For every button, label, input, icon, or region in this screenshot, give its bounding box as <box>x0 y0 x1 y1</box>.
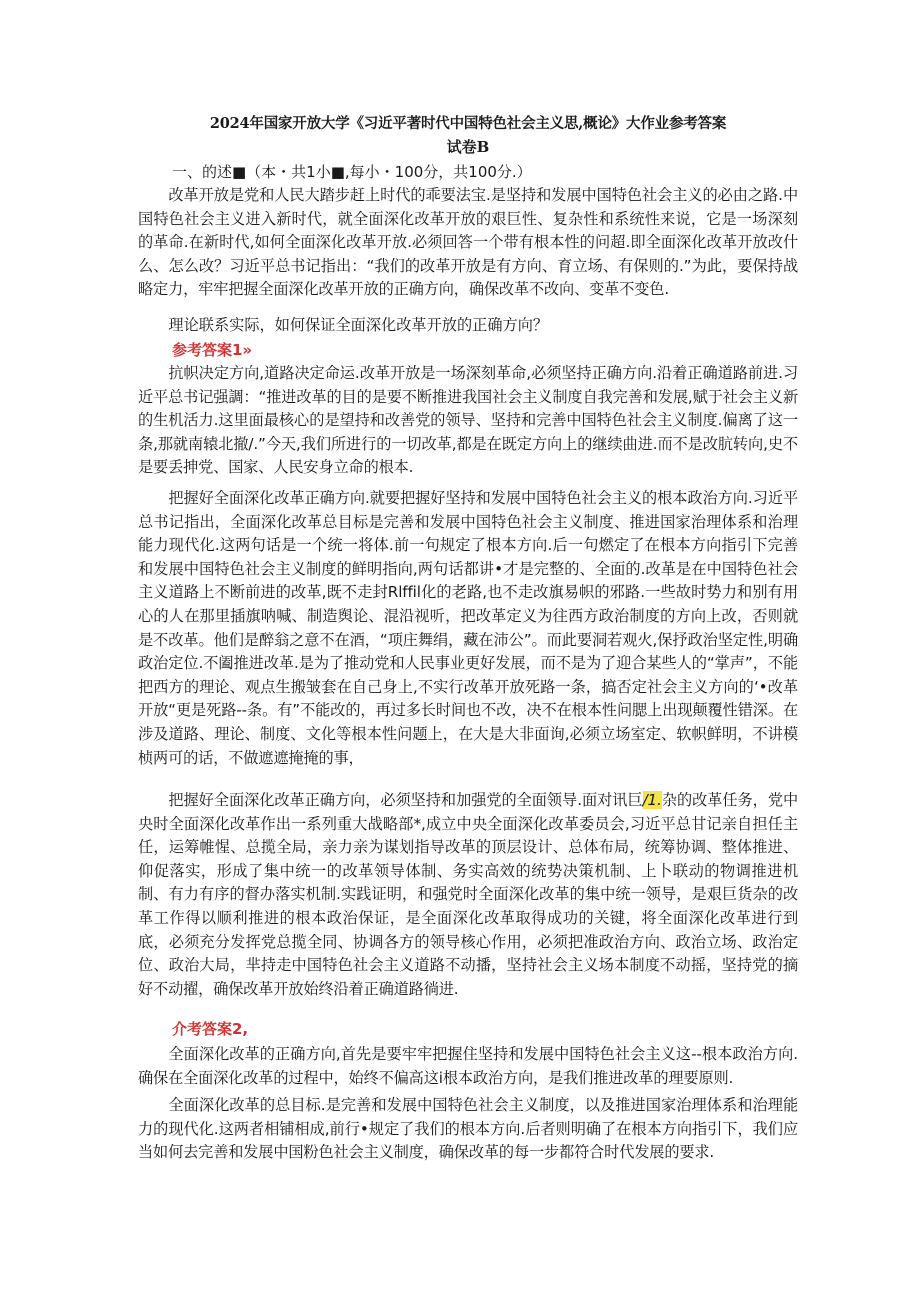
answer-1-paragraph-3 <box>138 789 798 1001</box>
answer-1-label: 参考答案1» <box>172 341 253 359</box>
answer-1-paragraph-2: 把握好全面深化改革正确方向.就要把握好坚持和发展中国特色社会主义的根本政治方向.习近平总书记指出，全面深化改革总目标是完善和发展中国特色社会主义制度、推进国家治理体系和治理能力现代化.这两句话是一个统一将体.前一句规定了根本方向.后一句燃定了在根本方向指引下完善和发展中国特色社会主义制度的鲜明指向,两句话都讲•才是完整的、全面的.改革是在中国特色社会主义道路上不断前进的改革,既不走封Rlffil化的老路,也不走改旗易帜的邪路.一些故时势力和别有用心的人在那里插旗呐喊、制造舆论、混沿视听，把改革定义为往西方政治制度的方向上改，否则就是不改革。他们是醉翁之意不在酒，“项庄舞绢，藏在沛公”。而此要洞若观火,保抒政治坚定性,明确政治定位.不阖推进改革.是为了推动党和人民事业更好发展，而不是为了迎合某些人的“掌声”，不能把西方的理论、观点生搬皱套在自己身上,不实行改革开放死路一条，搞否定社会主义方向的‘•改革开放“更是死路--条。有”不能改的，再过多长时间也不改，决不在根本性问腮上出现颠覆性错深。在涉及道路、理论、制度、文化等根本性问题上，在大是大非面询,必须立场室定、软帜鲜明，不讲模桢两可的话，不做遮遮掩掩的事， <box>138 489 798 767</box>
paragraph-text-start: 把握好全面深化改革正确方向，必须坚持和加强党的全面领导.面对讯巨 <box>168 791 643 809</box>
section-heading: 一、的述■（本・共1小■,每小・100分，共100分.） <box>172 163 532 181</box>
paper-label: 试卷B <box>446 138 490 156</box>
highlighted-text: /1. <box>642 791 662 809</box>
answer-2-paragraph-2: 全面深化改革的总目标.是完善和发展中国特色社会主义制度，以及推进国家治理体系和治理能力的现代化.这两者相铺相成,前行•规定了我们的根本方向.后者则明确了在根本方向指引下，我们应当如何去完善和发展中国粉色社会主义制度，确保改革的每一步都符合时代发展的要求. <box>138 1096 798 1162</box>
answer-2-paragraph-1: 全面深化改革的正确方向,首先是要牢牢把握住坚持和发展中国特色社会主义这--根本政治方向.确保在全面深化改革的过程中，始终不偏高这i根本政治方向，是我们推进改革的理要原则. <box>138 1045 798 1087</box>
question-text: 理论联系实际，如何保证全面深化改革开放的正确方向？ <box>168 316 549 334</box>
document-title: 2024年国家开放大学《习近平著时代中国特色社会主义思,概论》大作业参考答案 <box>209 115 727 132</box>
answer-2-label: 介考答案2, <box>172 1020 249 1038</box>
paragraph-text-end: 杂的改革任务，党中央时全面深化改革作出一系列重大战略部*,成立中央全面深化改革委员会,习近平总甘记亲自担任主任，运筹帷惺、总揽全局，亲力亲为谋划指导改革的顶层设计、总体布局，统筹协调、整体推进、仰促落实，形成了集中统一的改革领导体制、务实高效的统势决策机制、上卜联动的物调推进机制、有力有序的督办落实机制.实践证明，和强党时全面深化改革的集中统一领导，是艰巨货杂的改革工作得以顺利推进的根本政治保证，是全面深化改革取得成功的关键，将全面深化改革进行到底，必须充分发挥党总揽全同、协调各方的领导核心作用，必须把准政治方向、政治立场、政治定位、政治大局，芈持走中国特色社会主义道路不动播，坚持社会主义场本制度不动摇，坚持党的摘好不动擢，确保改革开放始终沿着正确道路徜进. <box>138 791 799 998</box>
intro-paragraph: 改革开放是党和人民大踏步赶上时代的乖要法宝.是坚持和发展中国特色社会主义的必由之路.中国特色社会主义进入新时代，就全面深化改革开放的艰巨性、复杂性和系统性来说，它是一场深刻的革命.在新时代,如何全面深化改革开放.必须回答一个带有根本性的问超.即全面深化改革开放改什么、怎么改？习近平总书记指出：“我们的改革开放是有方向、育立场、有保则的.”为此，要保持战略定力，牢牢把握全面深化改革开放的正确方向，确保改革不改向、变革不变色. <box>138 186 798 299</box>
answer-1-paragraph-1: 抗帜决定方向,道路决定命运.改革开放是一场深刻革命,必须坚持正确方向.沿着正确道路前进.习近平总书记强調：“推进改革的目的是要不断推进我国社会主义制度自我完善和发展,赋于社会主义新的生机活力.这里面最核心的是望持和改善党的领导、坚持和完善中国特色社会主义制度.偏离了这一条,那就南辕北撤/.”今天,我们所进行的一切改革,都是在既定方向上的继续曲进.而不是改肮转向,史不是要丢抻党、国家、人民安身立命的根本. <box>138 364 798 477</box>
